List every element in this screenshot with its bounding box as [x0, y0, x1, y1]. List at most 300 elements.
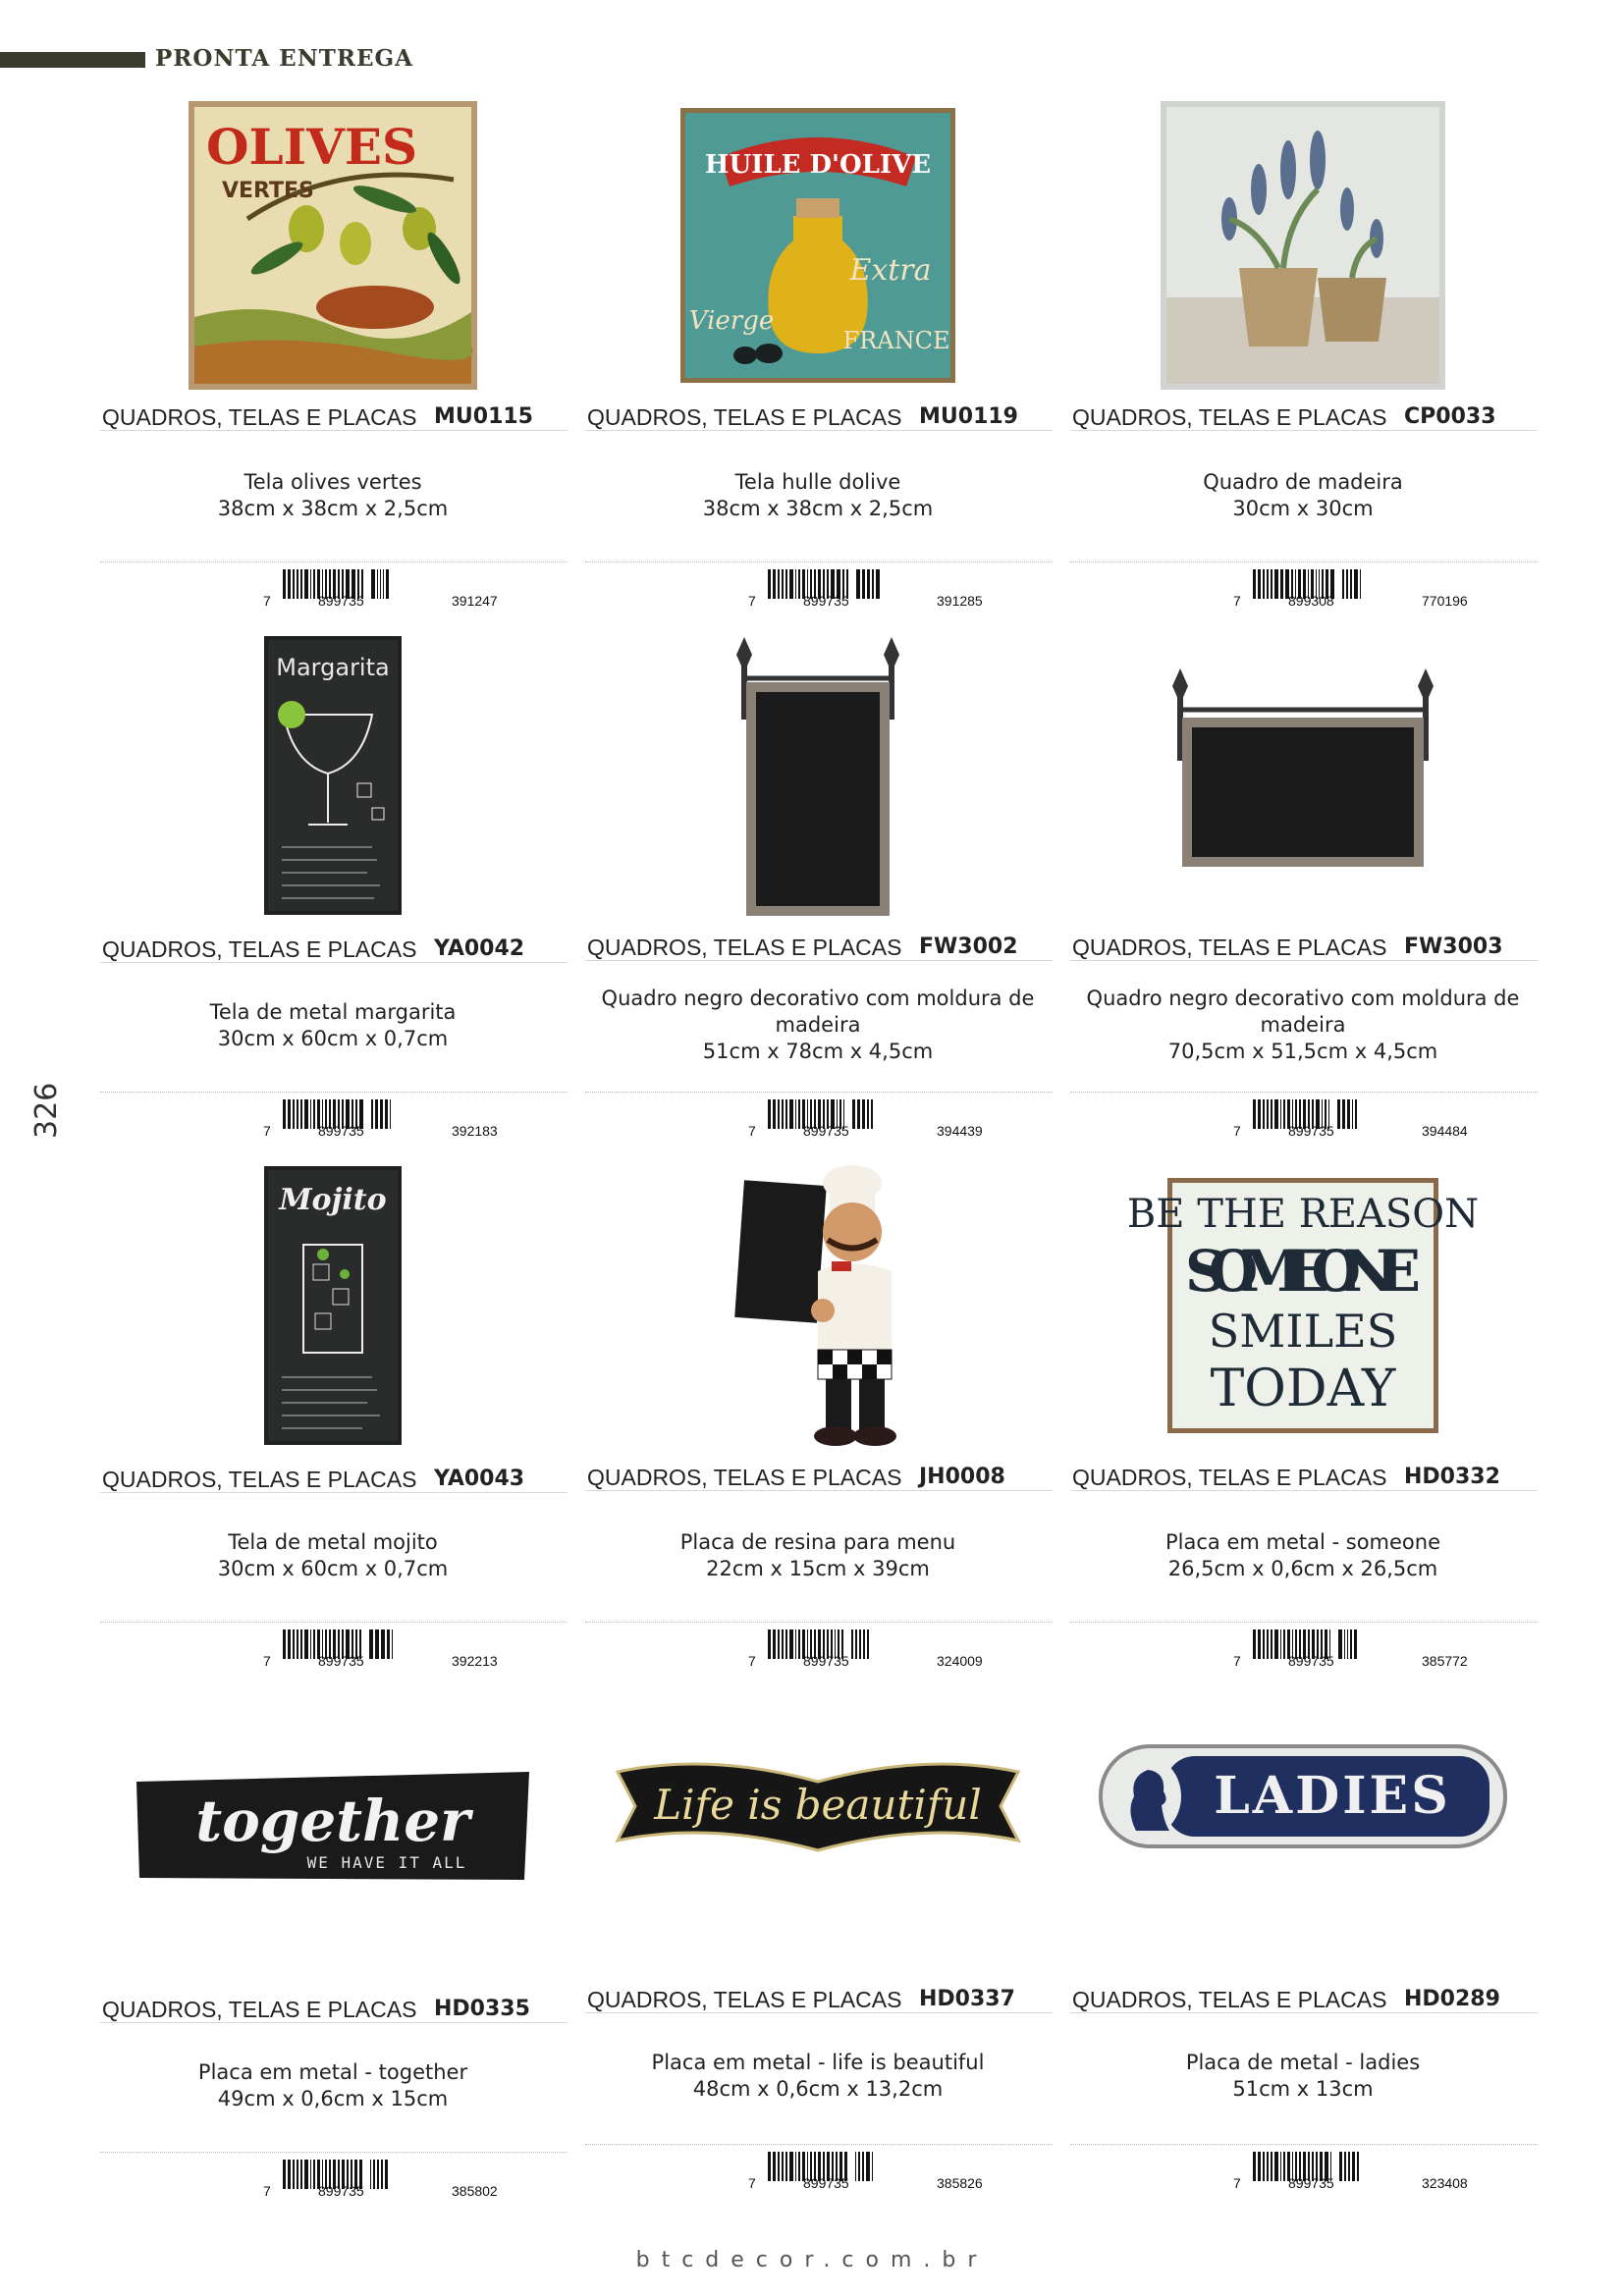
barcode-bar [293, 1099, 295, 1129]
product-description [98, 999, 568, 1052]
category-label: QUADROS, TELAS E PLACAS [587, 404, 902, 430]
product-name: Tela olives vertes [244, 470, 422, 494]
product-code: JH0008 [919, 1465, 1005, 1489]
barcode-bar [782, 1629, 784, 1659]
divider [100, 1622, 568, 1623]
barcode-bar [785, 1629, 787, 1659]
product-card [583, 1158, 1053, 1688]
barcode-bar [778, 2152, 780, 2181]
barcode-bar [1263, 569, 1265, 599]
barcode [748, 2152, 1033, 2197]
category-label: QUADROS, TELAS E PLACAS [1072, 404, 1387, 430]
barcode-bar [1280, 1629, 1281, 1659]
barcode [748, 1629, 1033, 1675]
barcode-bar [855, 1629, 857, 1659]
barcode-bar [862, 569, 865, 599]
barcode-bar [370, 2160, 371, 2189]
barcode-digits-left: 899735 [318, 1653, 364, 1669]
product-description [1068, 469, 1538, 522]
barcode-bar [288, 569, 291, 599]
category-row [100, 1465, 568, 1493]
product-description [1068, 1529, 1538, 1582]
product-name: Placa de metal - ladies [1185, 2051, 1421, 2074]
barcode-bar [304, 2160, 308, 2189]
barcode-bar [313, 1099, 315, 1129]
category-label: QUADROS, TELAS E PLACAS [1072, 934, 1387, 960]
barcode [748, 1099, 1033, 1145]
product-description [98, 469, 568, 522]
product-dimensions: 49cm x 0,6cm x 15cm [217, 2087, 449, 2110]
barcode [1233, 2152, 1518, 2197]
barcode-bar [795, 569, 796, 599]
barcode-bar [773, 1629, 776, 1659]
barcode-bar [876, 569, 880, 599]
product-dimensions: 30cm x 60cm x 0,7cm [217, 1027, 449, 1050]
barcode-digits-left: 899735 [803, 1123, 849, 1139]
product-description [98, 1529, 568, 1582]
barcode-bar [377, 2160, 379, 2189]
product-card [1068, 628, 1538, 1158]
product-description [583, 1529, 1053, 1582]
barcode-bar [288, 1099, 291, 1129]
divider [1070, 2144, 1538, 2145]
category-row [1070, 1985, 1538, 2013]
barcode-bar [300, 1629, 302, 1659]
barcode [1233, 1099, 1518, 1145]
product-description [583, 2050, 1053, 2103]
barcode-bar [1283, 1629, 1285, 1659]
barcode-bar [778, 569, 780, 599]
category-row [1070, 933, 1538, 961]
product-code: HD0337 [919, 1987, 1015, 2011]
barcode-digits-left: 899735 [803, 593, 849, 609]
barcode-bar [381, 2160, 383, 2189]
margarita-chalkboard-image [264, 636, 402, 915]
barcode-bar [293, 569, 295, 599]
barcode-bar [1346, 569, 1348, 599]
barcode-bar [297, 2160, 298, 2189]
barcode-first-digit: 7 [1233, 2175, 1241, 2191]
header-accent-bar [0, 52, 145, 68]
section-title: PRONTA ENTREGA [155, 45, 413, 72]
category-row [585, 933, 1053, 961]
product-description [1068, 986, 1538, 1065]
product-code: FW3003 [1404, 934, 1503, 959]
barcode-bar [862, 1099, 865, 1129]
svg-text:Margarita: Margarita [276, 654, 390, 681]
barcode-bar [1258, 569, 1261, 599]
product-name: Quadro negro decorativo com moldura de madeira [601, 987, 1035, 1037]
barcode-bar [377, 569, 378, 599]
barcode-bar [283, 2160, 286, 2189]
barcode-bar [795, 1099, 796, 1129]
product-dimensions: 38cm x 38cm x 2,5cm [702, 497, 934, 520]
barcode-bar [297, 1629, 298, 1659]
barcode-bar [768, 2152, 771, 2181]
barcode-bar [1280, 569, 1283, 599]
svg-text:Mojito: Mojito [279, 1183, 387, 1217]
barcode-bar [785, 1099, 787, 1129]
barcode-bar [866, 2152, 870, 2181]
barcode-bar [1342, 569, 1344, 599]
barcode-bar [1263, 1629, 1265, 1659]
barcode-bar [310, 1629, 311, 1659]
barcode-bar [375, 1629, 379, 1659]
barcode-bar [1263, 1099, 1265, 1129]
barcode-bar [857, 1099, 860, 1129]
barcode-digits-left: 899735 [318, 2183, 364, 2199]
barcode-digits-left: 899735 [1288, 1653, 1334, 1669]
divider [585, 1622, 1053, 1623]
product-dimensions: 51cm x 13cm [1232, 2077, 1374, 2101]
barcode-bar [867, 1099, 869, 1129]
product-name: Tela de metal mojito [228, 1530, 438, 1554]
barcode-bar [380, 1099, 383, 1129]
mojito-chalkboard-image [264, 1166, 402, 1445]
barcode-bar [798, 2152, 800, 2181]
product-description [1068, 2050, 1538, 2103]
barcode-bar [798, 1629, 800, 1659]
barcode-bar [1271, 1099, 1272, 1129]
barcode-bar [386, 569, 389, 599]
barcode-bar [867, 1629, 869, 1659]
barcode-bar [385, 2160, 388, 2189]
barcode-bar [1274, 1629, 1278, 1659]
product-name: Quadro negro decorativo com moldura de madeira [1086, 987, 1520, 1037]
product-image [98, 1688, 568, 1963]
barcode-bar [297, 569, 298, 599]
product-image [583, 98, 1053, 393]
barcode-digits-right: 385772 [1422, 1653, 1468, 1669]
category-row [585, 1463, 1053, 1491]
category-label: QUADROS, TELAS E PLACAS [102, 404, 417, 430]
barcode-bar [1253, 2152, 1256, 2181]
product-dimensions: 30cm x 60cm x 0,7cm [217, 1557, 449, 1580]
product-name: Placa de resina para menu [679, 1530, 956, 1554]
product-image [1068, 1158, 1538, 1453]
barcode-bar [862, 2152, 864, 2181]
product-code: HD0289 [1404, 1987, 1500, 2011]
barcode-bar [288, 2160, 291, 2189]
category-label: QUADROS, TELAS E PLACAS [102, 1467, 417, 1492]
product-image [583, 1688, 1053, 1924]
product-image [98, 628, 568, 923]
flower-pots-painting-image [1161, 101, 1445, 390]
barcode-bar [1354, 569, 1358, 599]
barcode [1233, 1629, 1518, 1675]
barcode-bar [283, 1099, 286, 1129]
barcode-bar [858, 2152, 860, 2181]
barcode-bar [1267, 2152, 1269, 2181]
barcode-bar [380, 569, 381, 599]
barcode-bar [283, 1629, 286, 1659]
product-code: CP0033 [1404, 404, 1496, 429]
barcode-bar [782, 569, 784, 599]
barcode-digits-right: 385826 [937, 2175, 983, 2191]
barcode-bar [789, 1099, 793, 1129]
category-row [1070, 1463, 1538, 1491]
barcode-first-digit: 7 [748, 1653, 756, 1669]
barcode-bar [1263, 2152, 1265, 2181]
barcode-bar [1280, 2152, 1281, 2181]
barcode-bar [1352, 1099, 1353, 1129]
product-name: Placa em metal - together [197, 2060, 468, 2084]
barcode-bar [768, 1099, 771, 1129]
category-row [100, 402, 568, 431]
barcode-digits-left: 899735 [803, 2175, 849, 2191]
barcode-bar [1283, 2152, 1285, 2181]
barcode-bar [855, 2152, 856, 2181]
barcode-first-digit: 7 [748, 2175, 756, 2191]
barcode [263, 2160, 548, 2205]
barcode [748, 569, 1033, 614]
barcode-bar [782, 2152, 784, 2181]
barcode-bar [1350, 1629, 1352, 1659]
barcode-digits-right: 391247 [452, 593, 498, 609]
someone-smiles-sign-image [1126, 1178, 1480, 1433]
barcode-bar [1274, 569, 1278, 599]
svg-text:together: together [195, 1788, 470, 1854]
svg-text:SOMEONE: SOMEONE [1185, 1238, 1421, 1305]
product-card [98, 1158, 568, 1688]
barcode [263, 1629, 548, 1675]
svg-text:HUILE D'OLIVE: HUILE D'OLIVE [704, 150, 932, 180]
barcode-bar [789, 1629, 793, 1659]
barcode-bar [773, 569, 776, 599]
barcode-bar [300, 1099, 302, 1129]
product-name: Placa em metal - someone [1165, 1530, 1440, 1554]
barcode-bar [1357, 2152, 1359, 2181]
barcode-bar [1258, 2152, 1261, 2181]
chalkboard-landscape-image [1161, 663, 1445, 888]
barcode-bar [773, 2152, 776, 2181]
barcode-bar [304, 569, 308, 599]
svg-text:Vierge: Vierge [688, 306, 775, 336]
barcode-bar [795, 2152, 796, 2181]
barcode-bar [383, 569, 384, 599]
product-card [98, 98, 568, 628]
barcode-bar [283, 569, 286, 599]
product-dimensions: 30cm x 30cm [1232, 497, 1374, 520]
barcode-bar [768, 1629, 771, 1659]
category-row [1070, 402, 1538, 431]
product-card [583, 98, 1053, 628]
barcode-bar [1274, 1099, 1278, 1129]
product-image [1068, 628, 1538, 923]
barcode-bar [851, 1629, 853, 1659]
product-dimensions: 38cm x 38cm x 2,5cm [217, 497, 449, 520]
product-dimensions: 70,5cm x 51,5cm x 4,5cm [1167, 1040, 1438, 1063]
product-code: MU0115 [434, 404, 533, 429]
barcode-bar [381, 1629, 385, 1659]
barcode-bar [1253, 1629, 1256, 1659]
product-image [1068, 1688, 1538, 1904]
barcode-bar [373, 2160, 375, 2189]
barcode-digits-right: 392213 [452, 1653, 498, 1669]
svg-text:FRANCE: FRANCE [842, 327, 950, 354]
barcode-bar [859, 1629, 861, 1659]
svg-text:BE THE REASON: BE THE REASON [1126, 1192, 1480, 1237]
barcode-bar [782, 1099, 784, 1129]
category-label: QUADROS, TELAS E PLACAS [1072, 1465, 1387, 1490]
product-code: HD0332 [1404, 1465, 1500, 1489]
barcode-bar [773, 1099, 776, 1129]
barcode-bar [1342, 1099, 1345, 1129]
product-image [1068, 98, 1538, 393]
barcode-bar [1258, 1629, 1261, 1659]
product-image [98, 98, 568, 393]
olives-poster-image [189, 101, 477, 390]
barcode-bar [785, 2152, 787, 2181]
barcode-digits-left: 899735 [318, 1123, 364, 1139]
product-name: Placa em metal - life is beautiful [651, 2051, 985, 2074]
barcode-bar [387, 1629, 390, 1659]
barcode [263, 569, 548, 614]
product-card [583, 628, 1053, 1158]
product-card [583, 1688, 1053, 2218]
product-card [1068, 98, 1538, 628]
barcode-bar [1344, 2152, 1346, 2181]
barcode-bar [1344, 1629, 1345, 1659]
barcode-bar [300, 569, 302, 599]
product-code: HD0335 [434, 1997, 530, 2021]
barcode-bar [778, 1099, 780, 1129]
divider [1070, 561, 1538, 562]
product-card [98, 1688, 568, 2218]
barcode-bar [1352, 2152, 1355, 2181]
svg-text:WE HAVE IT ALL: WE HAVE IT ALL [306, 1853, 467, 1872]
barcode-digits-right: 770196 [1422, 593, 1468, 609]
barcode-bar [1267, 569, 1269, 599]
barcode-bar [872, 569, 874, 599]
category-label: QUADROS, TELAS E PLACAS [102, 1997, 417, 2022]
barcode-digits-left: 899735 [318, 593, 364, 609]
barcode-bar [789, 569, 793, 599]
product-dimensions: 22cm x 15cm x 39cm [706, 1557, 930, 1580]
category-label: QUADROS, TELAS E PLACAS [587, 934, 902, 960]
barcode-bar [852, 1099, 855, 1129]
barcode-bar [1258, 1099, 1261, 1129]
barcode-bar [371, 1099, 373, 1129]
product-description [583, 986, 1053, 1065]
barcode-bar [1271, 1629, 1272, 1659]
barcode [1233, 569, 1518, 614]
barcode-bar [1253, 1099, 1256, 1129]
svg-text:VERTES: VERTES [222, 179, 314, 203]
barcode-first-digit: 7 [263, 593, 271, 609]
huile-olive-poster-image [680, 108, 955, 383]
barcode-bar [1271, 2152, 1272, 2181]
barcode-bar [1355, 1099, 1357, 1129]
barcode-bar [371, 569, 375, 599]
barcode-bar [1253, 569, 1256, 599]
svg-text:Extra: Extra [849, 253, 932, 288]
page-number: 326 [29, 1082, 64, 1139]
barcode-bar [1267, 1629, 1269, 1659]
barcode [263, 1099, 548, 1145]
divider [585, 1092, 1053, 1093]
barcode-bar [385, 1099, 388, 1129]
category-label: QUADROS, TELAS E PLACAS [102, 936, 417, 962]
svg-text:SMILES: SMILES [1208, 1305, 1398, 1358]
chef-figure-image [730, 1163, 906, 1448]
barcode-bar [778, 1629, 780, 1659]
barcode-bar [304, 1099, 308, 1129]
divider [585, 2144, 1053, 2145]
barcode-first-digit: 7 [263, 2183, 271, 2199]
barcode-bar [375, 1099, 378, 1129]
barcode-bar [1347, 1629, 1348, 1659]
product-card [1068, 1158, 1538, 1688]
svg-text:Life is beautiful: Life is beautiful [654, 1781, 982, 1829]
barcode-bar [1274, 2152, 1278, 2181]
barcode-bar [872, 2152, 873, 2181]
image-text: OLIVES [206, 118, 418, 176]
barcode-first-digit: 7 [263, 1653, 271, 1669]
barcode-bar [392, 1629, 393, 1659]
barcode-bar [293, 1629, 295, 1659]
product-image [583, 1158, 1053, 1453]
barcode-digits-left: 899735 [1288, 2175, 1334, 2191]
barcode-bar [1267, 1099, 1269, 1129]
barcode-bar [863, 1629, 865, 1659]
category-label: QUADROS, TELAS E PLACAS [587, 1987, 902, 2012]
footer-website: btcdecor.com.br [635, 2248, 989, 2272]
barcode-bar [1271, 569, 1272, 599]
barcode-bar [310, 1099, 311, 1129]
barcode-first-digit: 7 [263, 1123, 271, 1139]
product-name: Tela hulle dolive [734, 470, 901, 494]
barcode-first-digit: 7 [1233, 1123, 1241, 1139]
barcode-digits-right: 394484 [1422, 1123, 1468, 1139]
product-description [98, 2059, 568, 2112]
barcode-bar [369, 1629, 373, 1659]
product-name: Quadro de madeira [1203, 470, 1403, 494]
barcode-first-digit: 7 [748, 1123, 756, 1139]
barcode-bar [1350, 569, 1352, 599]
barcode-bar [313, 2160, 315, 2189]
barcode-bar [293, 2160, 295, 2189]
barcode-bar [785, 569, 787, 599]
divider [100, 1092, 568, 1093]
product-code: YA0043 [434, 1467, 525, 1491]
barcode-bar [304, 1629, 308, 1659]
product-code: FW3002 [919, 934, 1018, 959]
product-image [583, 628, 1053, 923]
barcode-bar [1354, 1629, 1357, 1659]
product-image [98, 1158, 568, 1453]
chalkboard-portrait-image [725, 631, 911, 920]
product-code: YA0042 [434, 936, 525, 961]
product-code: MU0119 [919, 404, 1018, 429]
together-sign-image [132, 1762, 534, 1890]
svg-text:LADIES: LADIES [1214, 1766, 1451, 1826]
barcode-bar [1360, 569, 1361, 599]
product-name: Tela de metal margarita [209, 1000, 457, 1024]
barcode-bar [310, 2160, 311, 2189]
barcode-first-digit: 7 [1233, 1653, 1241, 1669]
barcode-bar [798, 569, 800, 599]
barcode-digits-right: 392183 [452, 1123, 498, 1139]
barcode-digits-right: 385802 [452, 2183, 498, 2199]
divider [1070, 1092, 1538, 1093]
barcode-bar [867, 569, 870, 599]
life-is-beautiful-sign-image [612, 1752, 1024, 1860]
product-description [583, 469, 1053, 522]
barcode-bar [390, 1099, 391, 1129]
barcode-bar [795, 1629, 796, 1659]
divider [100, 2152, 568, 2153]
